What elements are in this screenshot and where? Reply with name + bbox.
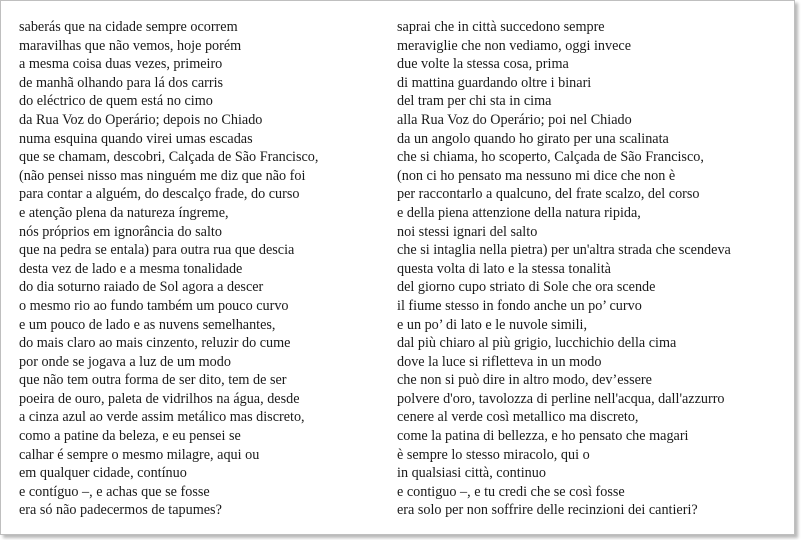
poem-line: maravilhas que não vemos, hoje porém — [19, 37, 242, 54]
poem-line: que não tem outra forma de ser dito, tem de ser — [19, 372, 287, 389]
poem-line: dove la luce si rifletteva in un modo — [397, 353, 602, 370]
poem-line: due volte la stessa cosa, prima — [397, 56, 569, 73]
poem-line: in qualsiasi città, continuo — [397, 465, 546, 482]
poem-line: em qualquer cidade, contínuo — [19, 465, 187, 482]
poem-line: dal più chiaro al più grigio, lucchichio della cima — [397, 335, 677, 352]
poem-line: polvere d'oro, tavolozza di perline nell'acqua, dall'azzurro — [397, 390, 725, 407]
poem-line: era solo per non soffrire delle recinzioni dei cantieri? — [397, 502, 698, 519]
poem-line: desta vez de lado e a mesma tonalidade — [19, 260, 243, 277]
poem-line: de manhã olhando para lá dos carris — [19, 74, 224, 91]
poem-line: cenere al verde così metallico ma discreto, — [397, 409, 639, 426]
poem-line: do mais claro ao mais cinzento, reluzir do cume — [19, 335, 291, 352]
poem-line: numa esquina quando virei umas escadas — [19, 130, 253, 147]
poem-line: (não pensei nisso mas ninguém me diz que não foi — [19, 167, 306, 184]
poem-line: nós próprios em ignorância do salto — [19, 223, 222, 240]
poem-line: da Rua Voz do Operário; depois no Chiado — [19, 111, 263, 128]
poem-line: que na pedra se entala) para outra rua que descia — [19, 242, 295, 259]
poem-line: che non si può dire in altro modo, dev’essere — [397, 372, 652, 389]
poem-line: poeira de ouro, paleta de vidrilhos na água, desde — [19, 390, 300, 407]
poem-line: e della piena attenzione della natura ripida, — [397, 204, 641, 221]
poem-line: e atenção plena da natureza íngreme, — [19, 204, 229, 221]
poem-line: per raccontarlo a qualcuno, del frate scalzo, del corso — [397, 186, 700, 203]
poem-line: il fiume stesso in fondo anche un po’ curvo — [397, 297, 642, 314]
poem-line: como a patine da beleza, e eu pensei se — [19, 428, 241, 445]
poem-line: di mattina guardando oltre i binari — [397, 74, 592, 91]
poem-line: del giorno cupo striato di Sole che ora scende — [397, 279, 656, 296]
poem-line: que se chamam, descobri, Calçada de São Francisco, — [19, 149, 319, 166]
poem-line: o mesmo rio ao fundo também um pouco curvo — [19, 297, 289, 314]
poem-line: por onde se jogava a luz de um modo — [19, 353, 231, 370]
poem-line: noi stessi ignari del salto — [397, 223, 538, 240]
poem-line: saprai che in città succedono sempre — [397, 19, 605, 35]
poem-line: calhar é sempre o mesmo milagre, aqui ou — [19, 446, 260, 463]
poem-line: e contiguo –, e tu credi che se così fosse — [397, 483, 625, 500]
poem-line: a mesma coisa duas vezes, primeiro — [19, 56, 223, 73]
poem-line: para contar a alguém, do descalço frade, do curso — [19, 186, 300, 203]
poem-line: do eléctrico de quem está no cimo — [19, 93, 213, 110]
poem-line: e un po’ di lato e le nuvole simili, — [397, 316, 588, 333]
poem-line: che si intaglia nella pietra) per un'altra strada che scendeva — [397, 242, 731, 259]
poem-line: è sempre lo stesso miracolo, qui o — [397, 446, 590, 463]
poem-line: da un angolo quando ho girato per una scalinata — [397, 130, 669, 147]
poem-line: (non ci ho pensato ma nessuno mi dice che non è — [397, 167, 676, 184]
poem-line: saberás que na cidade sempre ocorrem — [19, 19, 238, 35]
poem-line: e contíguo –, e achas que se fosse — [19, 483, 210, 500]
poem-line: che si chiama, ho scoperto, Calçada de São Francisco, — [397, 149, 704, 166]
poem-line: del tram per chi sta in cima — [397, 93, 552, 110]
poem-line: meraviglie che non vediamo, oggi invece — [397, 37, 632, 54]
poem-line: alla Rua Voz do Operário; poi nel Chiado — [397, 111, 632, 128]
poem-line: do dia soturno raiado de Sol agora a descer — [19, 279, 264, 296]
poem-line: come la patina di bellezza, e ho pensato che magari — [397, 428, 689, 445]
poem-line: e um pouco de lado e as nuvens semelhantes, — [19, 316, 276, 333]
poem-line: era só não padecermos de tapumes? — [19, 502, 222, 519]
italian-column — [397, 18, 731, 520]
poem-line: questa volta di lato e la stessa tonalità — [397, 260, 611, 277]
poem-line: a cinza azul ao verde assim metálico mas discreto, — [19, 409, 305, 426]
portuguese-column — [19, 18, 318, 520]
